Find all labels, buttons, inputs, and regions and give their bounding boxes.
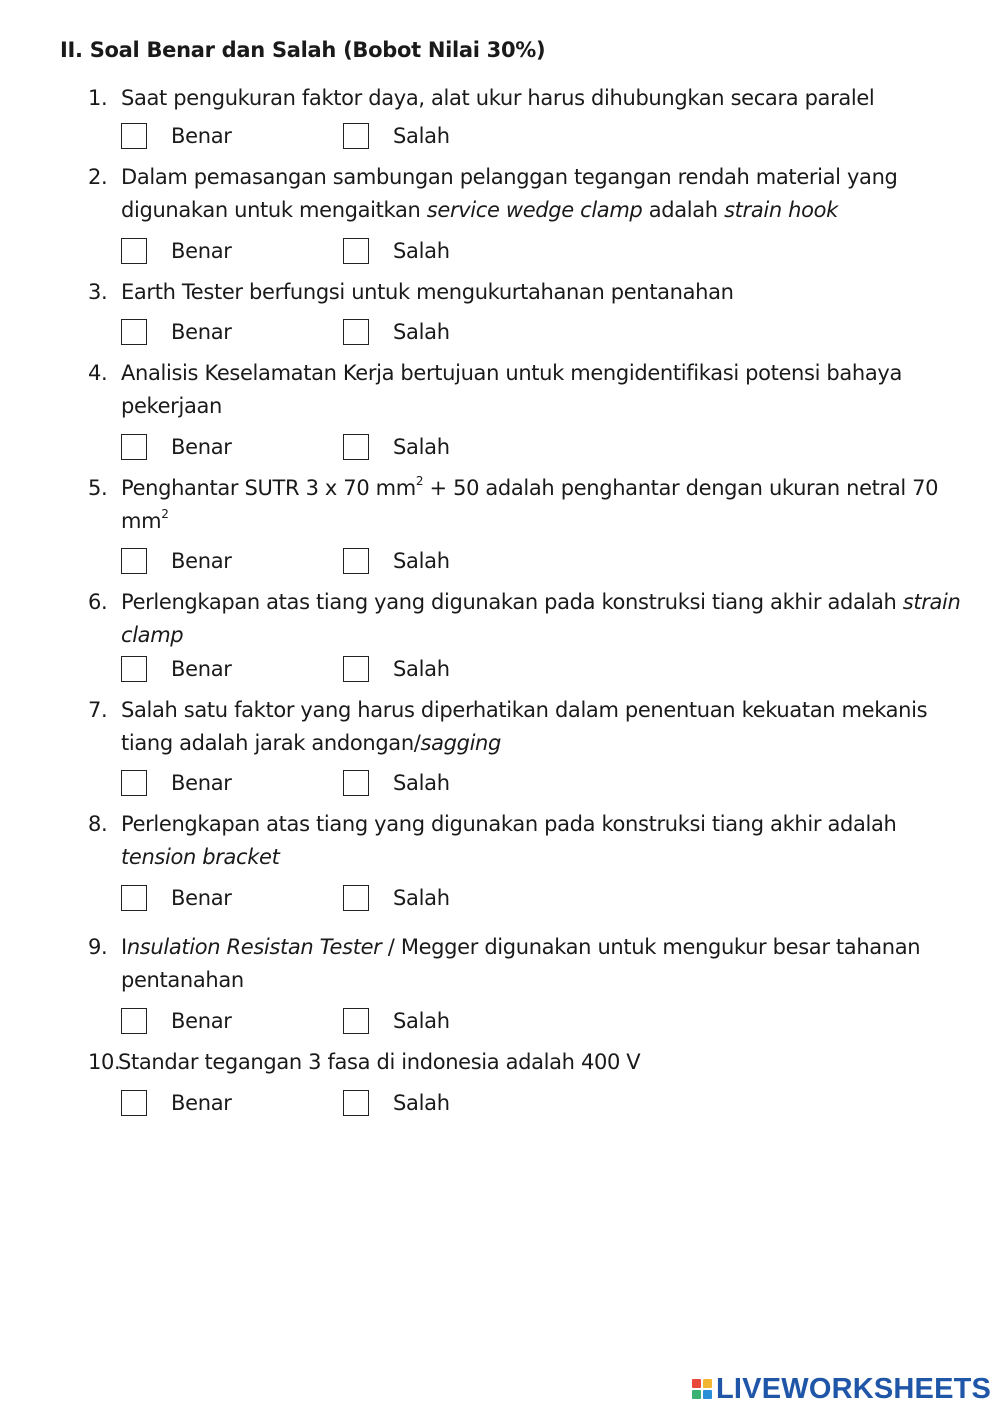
benar-checkbox[interactable] bbox=[121, 656, 147, 682]
question-number: 8. bbox=[88, 812, 108, 836]
question-4-options bbox=[121, 434, 521, 464]
salah-checkbox[interactable] bbox=[343, 1008, 369, 1034]
salah-label: Salah bbox=[393, 320, 450, 344]
question-2-options bbox=[121, 238, 521, 268]
benar-label: Benar bbox=[171, 549, 232, 573]
salah-label: Salah bbox=[393, 1009, 450, 1033]
brand-name: LIVEWORKSHEETS bbox=[716, 1372, 992, 1405]
benar-checkbox[interactable] bbox=[121, 1090, 147, 1116]
benar-checkbox[interactable] bbox=[121, 434, 147, 460]
salah-checkbox[interactable] bbox=[343, 770, 369, 796]
salah-label: Salah bbox=[393, 1091, 450, 1115]
salah-label: Salah bbox=[393, 886, 450, 910]
salah-checkbox[interactable] bbox=[343, 656, 369, 682]
benar-checkbox[interactable] bbox=[121, 1008, 147, 1034]
logo-square-e bbox=[703, 1390, 712, 1399]
logo-square-i bbox=[703, 1379, 712, 1388]
salah-label: Salah bbox=[393, 124, 450, 148]
salah-label: Salah bbox=[393, 435, 450, 459]
salah-checkbox[interactable] bbox=[343, 548, 369, 574]
question-7-options bbox=[121, 770, 521, 800]
salah-checkbox[interactable] bbox=[343, 1090, 369, 1116]
question-10-options bbox=[121, 1090, 521, 1120]
question-3 bbox=[88, 276, 973, 309]
question-number: 6. bbox=[88, 590, 108, 614]
question-number: 9. bbox=[88, 935, 108, 959]
salah-checkbox[interactable] bbox=[343, 238, 369, 264]
question-text: Penghantar SUTR 3 x 70 $mm^2 + 50$ adalah penghantar dengan ukuran netral 70 $mm^2$ bbox=[121, 474, 939, 533]
benar-checkbox[interactable] bbox=[121, 885, 147, 911]
question-text: Standar tegangan 3 fasa di indonesia adalah 400 V bbox=[118, 1050, 641, 1074]
question-text: Salah satu faktor yang harus diperhatikan dalam penentuan kekuatan mekanis tiang adalah jarak andongan/sagging bbox=[121, 698, 928, 755]
benar-label: Benar bbox=[171, 886, 232, 910]
question-8-options bbox=[121, 885, 521, 915]
section-title: II. Soal Benar dan Salah (Bobot Nilai 30%) bbox=[60, 38, 546, 62]
logo-grid-icon bbox=[692, 1379, 712, 1399]
question-1-options bbox=[121, 123, 521, 153]
question-5-options bbox=[121, 548, 521, 578]
benar-checkbox[interactable] bbox=[121, 319, 147, 345]
salah-checkbox[interactable] bbox=[343, 885, 369, 911]
question-7 bbox=[88, 694, 973, 760]
benar-label: Benar bbox=[171, 1091, 232, 1115]
benar-checkbox[interactable] bbox=[121, 548, 147, 574]
logo-square-v bbox=[692, 1390, 701, 1399]
question-text: Perlengkapan atas tiang yang digunakan pada konstruksi tiang akhir adalah strain clamp bbox=[121, 590, 961, 647]
logo-square-l bbox=[692, 1379, 701, 1388]
salah-label: Salah bbox=[393, 771, 450, 795]
benar-label: Benar bbox=[171, 320, 232, 344]
salah-checkbox[interactable] bbox=[343, 434, 369, 460]
question-text: Analisis Keselamatan Kerja bertujuan untuk mengidentifikasi potensi bahaya pekerjaan bbox=[121, 361, 902, 418]
question-1 bbox=[88, 82, 973, 115]
question-4 bbox=[88, 357, 973, 423]
question-text: Saat pengukuran faktor daya, alat ukur harus dihubungkan secara paralel bbox=[121, 86, 875, 110]
question-text: Dalam pemasangan sambungan pelanggan tegangan rendah material yang digunakan untuk mengaitkan service wedge clamp adalah strain hook bbox=[121, 165, 898, 222]
question-6-options bbox=[121, 656, 521, 686]
benar-label: Benar bbox=[171, 1009, 232, 1033]
question-2 bbox=[88, 161, 973, 227]
question-3-options bbox=[121, 319, 521, 349]
question-number: 2. bbox=[88, 165, 108, 189]
salah-checkbox[interactable] bbox=[343, 319, 369, 345]
benar-checkbox[interactable] bbox=[121, 770, 147, 796]
question-text: Insulation Resistan Tester / Megger digunakan untuk mengukur besar tahanan pentanahan bbox=[121, 935, 921, 992]
salah-label: Salah bbox=[393, 239, 450, 263]
benar-label: Benar bbox=[171, 435, 232, 459]
question-10 bbox=[88, 1046, 973, 1079]
question-9-options bbox=[121, 1008, 521, 1038]
salah-checkbox[interactable] bbox=[343, 123, 369, 149]
question-text: Perlengkapan atas tiang yang digunakan pada konstruksi tiang akhir adalah tension bracket bbox=[121, 812, 897, 869]
liveworksheets-logo bbox=[692, 1374, 991, 1404]
question-8 bbox=[88, 808, 973, 874]
salah-label: Salah bbox=[393, 657, 450, 681]
question-number: 3. bbox=[88, 280, 108, 304]
question-number: 10. bbox=[88, 1050, 121, 1074]
salah-label: Salah bbox=[393, 549, 450, 573]
question-number: 5. bbox=[88, 476, 108, 500]
benar-checkbox[interactable] bbox=[121, 238, 147, 264]
question-text: Earth Tester berfungsi untuk mengukurtahanan pentanahan bbox=[121, 280, 734, 304]
question-5 bbox=[88, 472, 973, 538]
question-9 bbox=[88, 931, 973, 997]
benar-label: Benar bbox=[171, 124, 232, 148]
question-number: 1. bbox=[88, 86, 108, 110]
question-number: 4. bbox=[88, 361, 108, 385]
question-6 bbox=[88, 586, 973, 652]
benar-label: Benar bbox=[171, 239, 232, 263]
benar-label: Benar bbox=[171, 771, 232, 795]
benar-label: Benar bbox=[171, 657, 232, 681]
question-number: 7. bbox=[88, 698, 108, 722]
benar-checkbox[interactable] bbox=[121, 123, 147, 149]
